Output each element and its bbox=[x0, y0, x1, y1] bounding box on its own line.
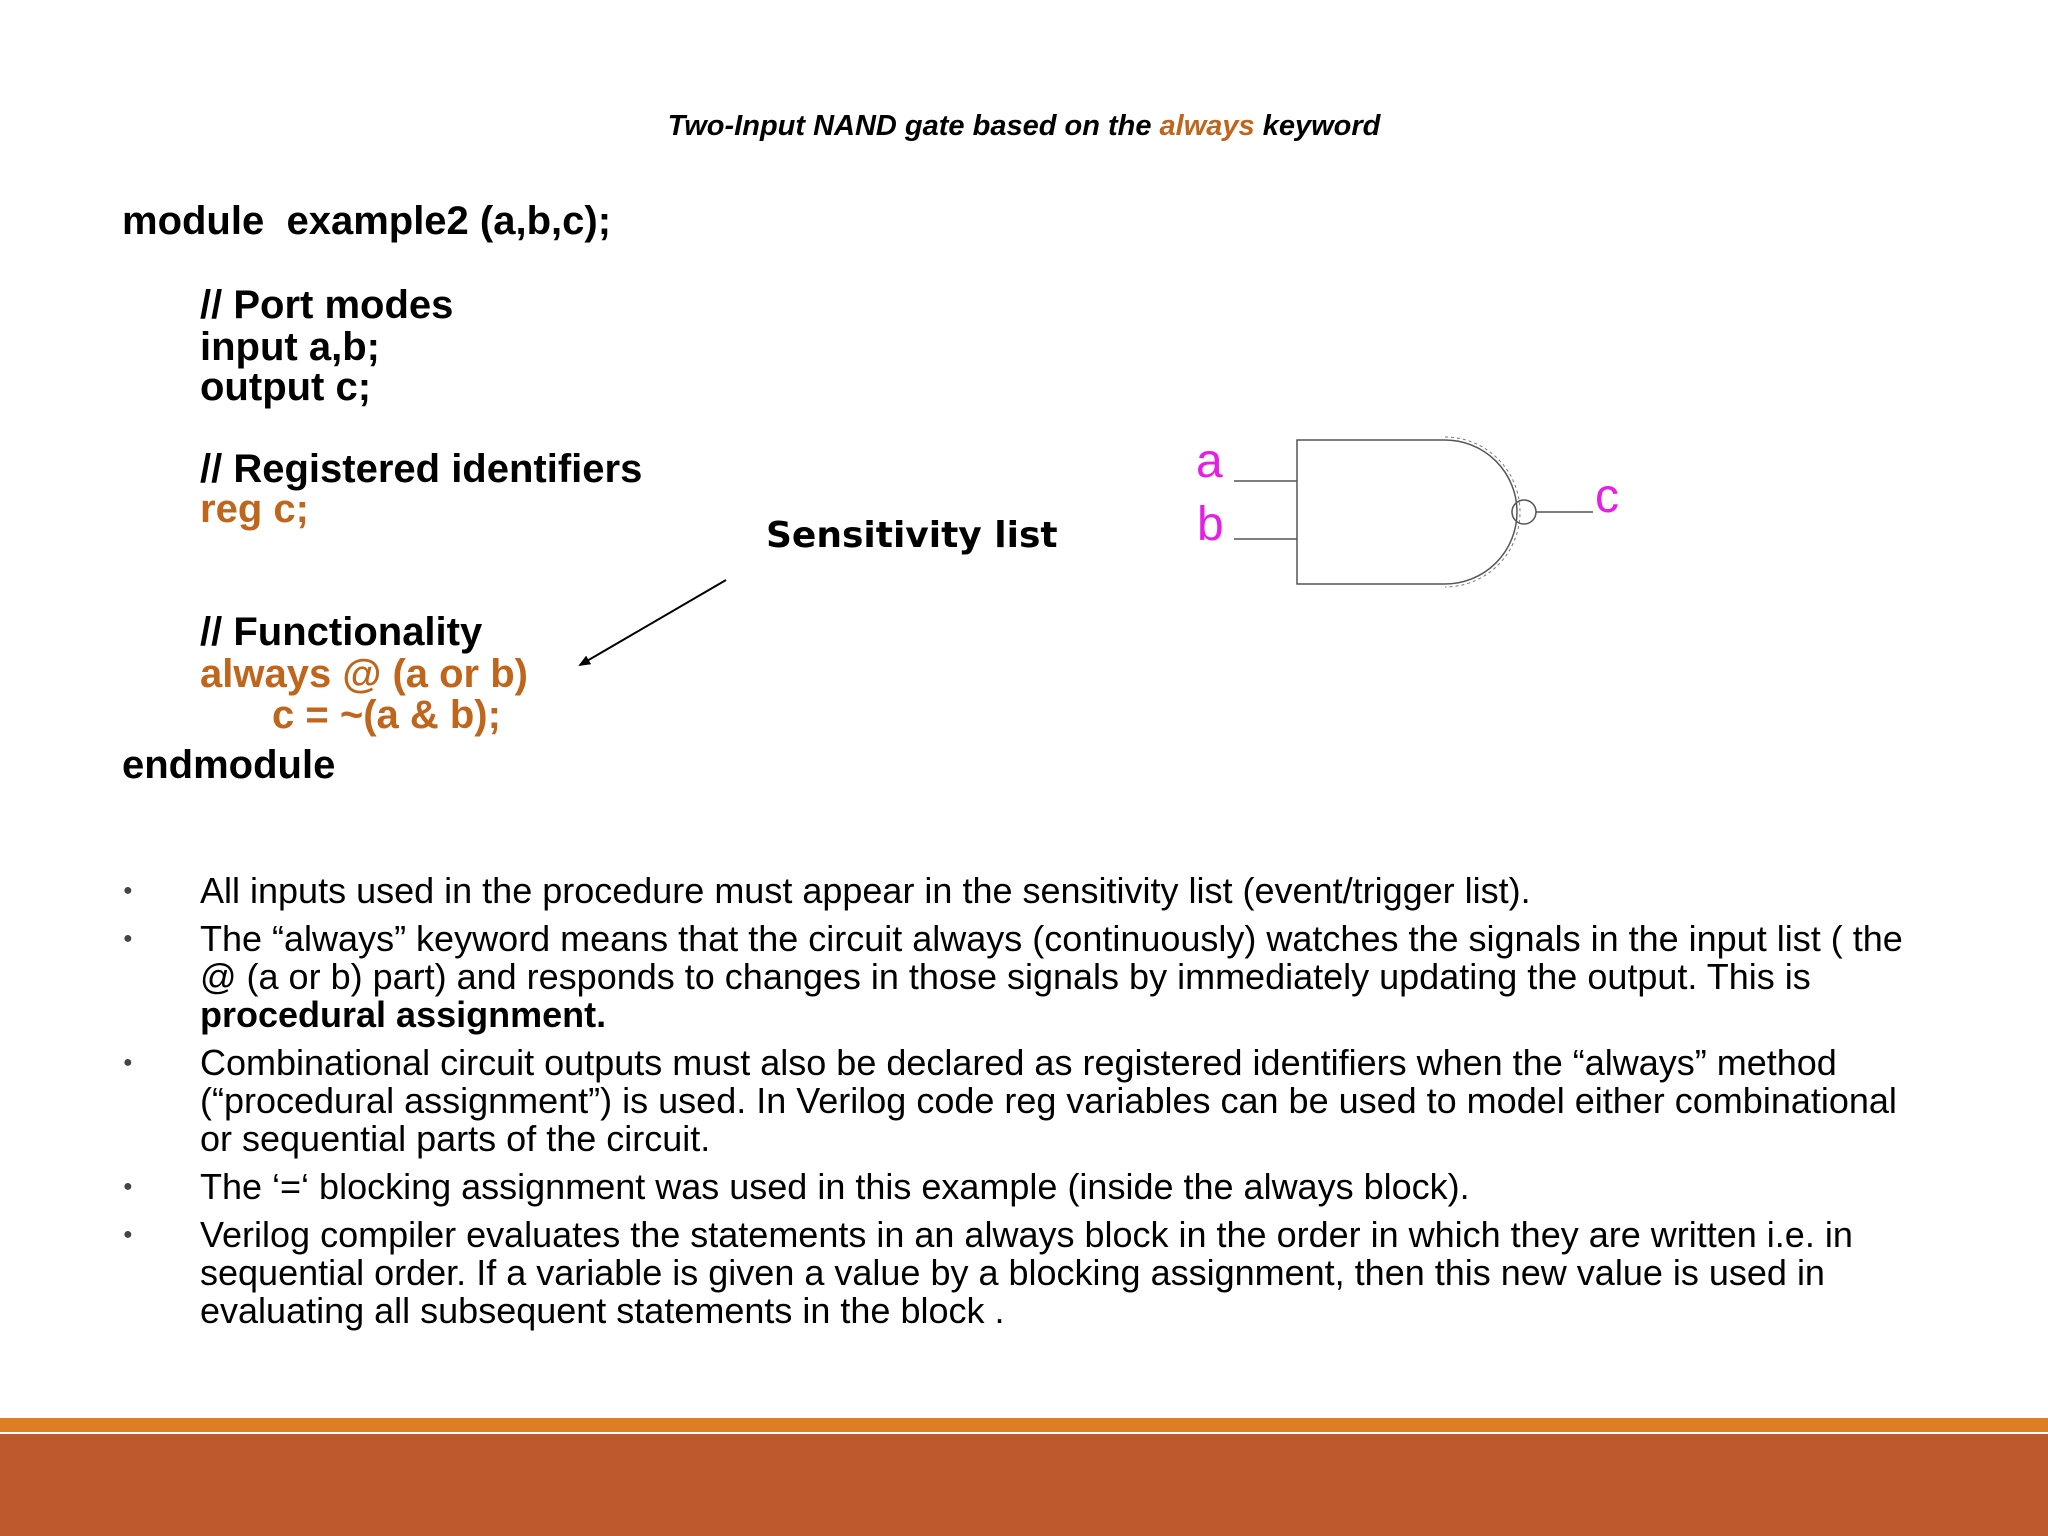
code-func-comment: // Functionality bbox=[200, 610, 483, 654]
bullet-bold-text: procedural assignment. bbox=[200, 994, 607, 1035]
footer-accent-line bbox=[0, 1418, 2048, 1432]
nand-gate-body bbox=[1297, 440, 1517, 584]
code-module-line: module example2 (a,b,c); bbox=[122, 199, 612, 243]
nand-gate-diagram bbox=[1180, 420, 1640, 600]
title-text-after: keyword bbox=[1254, 110, 1381, 142]
code-end-line: endmodule bbox=[122, 743, 336, 787]
code-reg-line: reg c; bbox=[200, 487, 309, 531]
bullet-item bbox=[118, 872, 1918, 910]
code-port-comment: // Port modes bbox=[200, 283, 454, 327]
bullet-dot-icon: ● bbox=[123, 1226, 133, 1243]
bullet-list bbox=[118, 872, 1918, 1340]
gate-label-c: c bbox=[1595, 470, 1619, 523]
bullet-dot-icon: ● bbox=[123, 1178, 133, 1195]
bullet-text: Combinational circuit outputs must also be declared as registered identifiers when the “always” method (“procedural assignment”) is used. In Verilog code reg variables can be used to model either combinational or sequential parts of the circuit. bbox=[200, 1042, 1897, 1159]
bullet-text: All inputs used in the procedure must appear in the sensitivity list (event/trigger list). bbox=[200, 870, 1531, 911]
code-reg-comment: // Registered identifiers bbox=[200, 447, 643, 491]
title-text-before: Two-Input NAND gate based on the bbox=[667, 110, 1160, 142]
title-keyword: always bbox=[1159, 110, 1255, 142]
footer-bar bbox=[0, 1434, 2048, 1536]
gate-label-a: a bbox=[1196, 435, 1223, 488]
bullet-item bbox=[118, 920, 1918, 1034]
gate-label-b: b bbox=[1197, 498, 1224, 551]
bullet-dot-icon: ● bbox=[123, 930, 133, 947]
bullet-dot-icon: ● bbox=[123, 882, 133, 899]
bullet-text: The “always” keyword means that the circuit always (continuously) watches the signals in the input list ( the @ (a or b) part) and responds to changes in those signals by immediately updating the output. This is bbox=[200, 918, 1903, 997]
code-assign-line: c = ~(a & b); bbox=[272, 693, 501, 737]
bullet-item bbox=[118, 1168, 1918, 1206]
code-output-line: output c; bbox=[200, 365, 372, 409]
sensitivity-list-label: Sensitivity list bbox=[766, 515, 1058, 556]
bullet-text: The ‘=‘ blocking assignment was used in this example (inside the always block). bbox=[200, 1166, 1470, 1207]
bullet-dot-icon: ● bbox=[123, 1054, 133, 1071]
nand-inversion-bubble bbox=[1512, 500, 1536, 524]
bullet-item bbox=[118, 1044, 1918, 1158]
code-input-line: input a,b; bbox=[200, 325, 380, 369]
bullet-text: Verilog compiler evaluates the statements in an always block in the order in which they are written i.e. in sequential order. If a variable is given a value by a blocking assignment, then this new value is used in evaluating all subsequent statements in the block . bbox=[200, 1214, 1853, 1331]
bullet-item bbox=[118, 1216, 1918, 1330]
code-always-line: always @ (a or b) bbox=[200, 652, 528, 696]
